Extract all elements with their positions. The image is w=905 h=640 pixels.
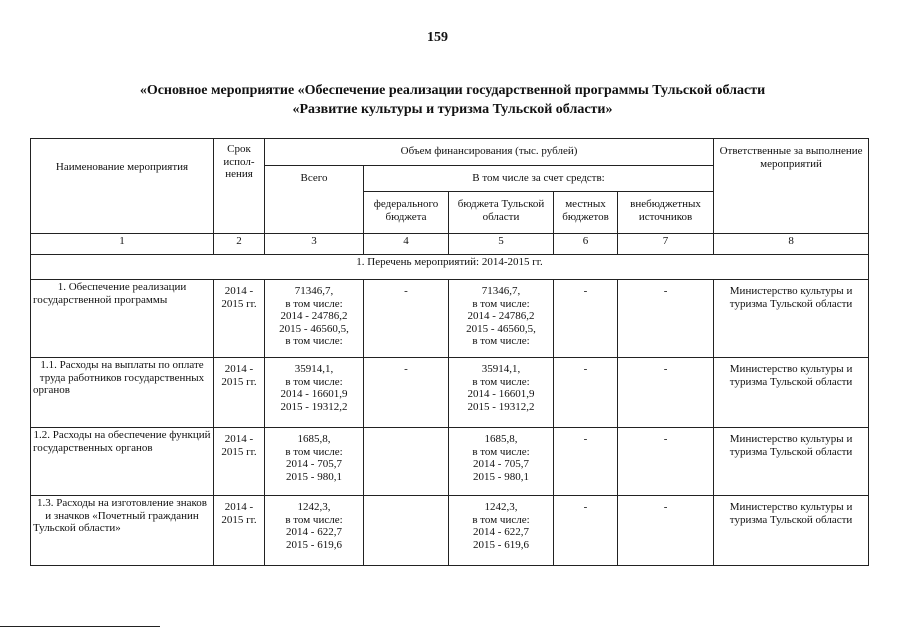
row-federal xyxy=(364,428,449,496)
row-regional-line: 2014 - 16601,9 xyxy=(467,388,535,400)
table-row xyxy=(31,428,869,496)
row-total-line: 2014 - 705,7 xyxy=(286,458,342,470)
row-federal xyxy=(364,496,449,566)
row-regional-line: 1685,8, xyxy=(484,433,518,445)
row-regional-line: в том числе: xyxy=(472,297,530,310)
row-local: - xyxy=(554,358,618,428)
row-extra: - xyxy=(618,280,714,358)
title-line-1: «Основное мероприятие «Обеспечение реализации государственной программы Тульской области xyxy=(139,83,766,98)
row-responsible: Министерство культуры и туризма Тульской области xyxy=(714,358,869,428)
row-total-line: 2014 - 16601,9 xyxy=(280,388,348,400)
row-regional xyxy=(449,280,554,358)
row-name: 1.3. Расходы на изготовление знаков и значков «Почетный гражданин Тульской области» xyxy=(31,496,214,566)
header-local: местных бюджетов xyxy=(554,192,618,234)
row-regional-line: в том числе: xyxy=(472,445,530,458)
row-regional xyxy=(449,428,554,496)
header-responsible: Ответственные за выполнение мероприятий xyxy=(714,139,869,234)
column-number: 8 xyxy=(714,234,869,255)
row-total-line: 2014 - 24786,2 xyxy=(280,310,348,322)
row-regional-line: в том числе: xyxy=(472,335,530,347)
row-total-line: в том числе: xyxy=(285,513,343,526)
row-regional-line: 2015 - 619,6 xyxy=(473,538,529,551)
row-regional-line: 2015 - 19312,2 xyxy=(467,400,535,413)
row-extra: - xyxy=(618,358,714,428)
row-total-line: в том числе: xyxy=(285,335,343,347)
document-title xyxy=(0,81,905,119)
section-title: 1. Перечень мероприятий: 2014-2015 гг. xyxy=(31,255,869,280)
column-number: 2 xyxy=(214,234,265,255)
column-number: 4 xyxy=(364,234,449,255)
title-line-2: «Развитие культуры и туризма Тульской области» xyxy=(292,102,613,117)
header-regional: бюджета Тульской области xyxy=(449,192,554,234)
table-row xyxy=(31,358,869,428)
table-row xyxy=(31,496,869,566)
row-regional-line: 2015 - 46560,5, xyxy=(466,322,536,335)
row-total-line: 1685,8, xyxy=(297,433,331,445)
row-regional-line: 1242,3, xyxy=(484,501,518,513)
table-header xyxy=(31,139,869,280)
header-extra: внебюджетных источников xyxy=(618,192,714,234)
page-number: 159 xyxy=(427,30,448,45)
row-name: 1.1. Расходы на выплаты по оплате труда работников государственных органов xyxy=(31,358,214,428)
footnote-line xyxy=(0,626,160,627)
row-total xyxy=(265,358,364,428)
row-total-line: 71346,7, xyxy=(294,285,334,297)
row-extra: - xyxy=(618,496,714,566)
row-name: 1. Обеспечение реализации государственной программы xyxy=(31,280,214,358)
row-total-line: 1242,3, xyxy=(297,501,331,513)
row-regional-line: 2015 - 980,1 xyxy=(473,470,529,483)
row-total-line: 35914,1, xyxy=(294,363,334,375)
column-number: 5 xyxy=(449,234,554,255)
header-name: Наименование мероприятия xyxy=(31,139,214,234)
column-number: 6 xyxy=(554,234,618,255)
column-numbers-row xyxy=(31,234,869,255)
column-number: 3 xyxy=(265,234,364,255)
row-regional-line: 2014 - 705,7 xyxy=(473,458,529,470)
row-responsible: Министерство культуры и туризма Тульской области xyxy=(714,428,869,496)
row-local: - xyxy=(554,428,618,496)
row-total-line: 2015 - 980,1 xyxy=(286,470,342,483)
column-number: 7 xyxy=(618,234,714,255)
row-regional xyxy=(449,496,554,566)
row-total-line: 2014 - 622,7 xyxy=(286,526,342,538)
row-total-line: в том числе: xyxy=(285,375,343,388)
row-federal: - xyxy=(364,280,449,358)
row-term: 2014 - 2015 гг. xyxy=(214,280,265,358)
row-regional-line: в том числе: xyxy=(472,375,530,388)
row-total-line: 2015 - 19312,2 xyxy=(280,400,348,413)
row-total xyxy=(265,280,364,358)
row-local: - xyxy=(554,496,618,566)
row-regional-line: 71346,7, xyxy=(481,285,521,297)
row-regional-line: 35914,1, xyxy=(481,363,521,375)
column-number: 1 xyxy=(31,234,214,255)
row-name: 1.2. Расходы на обеспечение функций государственных органов xyxy=(31,428,214,496)
row-regional-line: в том числе: xyxy=(472,513,530,526)
row-total xyxy=(265,496,364,566)
header-funding: Объем финансирования (тыс. рублей) xyxy=(265,139,714,166)
row-extra: - xyxy=(618,428,714,496)
row-responsible: Министерство культуры и туризма Тульской области xyxy=(714,496,869,566)
row-regional-line: 2014 - 24786,2 xyxy=(467,310,535,322)
header-sources: В том числе за счет средств: xyxy=(364,166,714,192)
row-total-line: в том числе: xyxy=(285,445,343,458)
row-total-line: в том числе: xyxy=(285,297,343,310)
row-term: 2014 - 2015 гг. xyxy=(214,358,265,428)
header-federal: федерального бюджета xyxy=(364,192,449,234)
row-regional xyxy=(449,358,554,428)
table-body xyxy=(31,280,869,566)
row-total-line: 2015 - 46560,5, xyxy=(279,322,349,335)
funding-table xyxy=(30,138,869,566)
header-term: Срок испол-нения xyxy=(214,139,265,234)
row-responsible: Министерство культуры и туризма Тульской области xyxy=(714,280,869,358)
row-federal: - xyxy=(364,358,449,428)
header-total: Всего xyxy=(265,166,364,234)
row-term: 2014 - 2015 гг. xyxy=(214,496,265,566)
row-total-line: 2015 - 619,6 xyxy=(286,538,342,551)
row-term: 2014 - 2015 гг. xyxy=(214,428,265,496)
row-local: - xyxy=(554,280,618,358)
table-row xyxy=(31,280,869,358)
row-regional-line: 2014 - 622,7 xyxy=(473,526,529,538)
row-total xyxy=(265,428,364,496)
